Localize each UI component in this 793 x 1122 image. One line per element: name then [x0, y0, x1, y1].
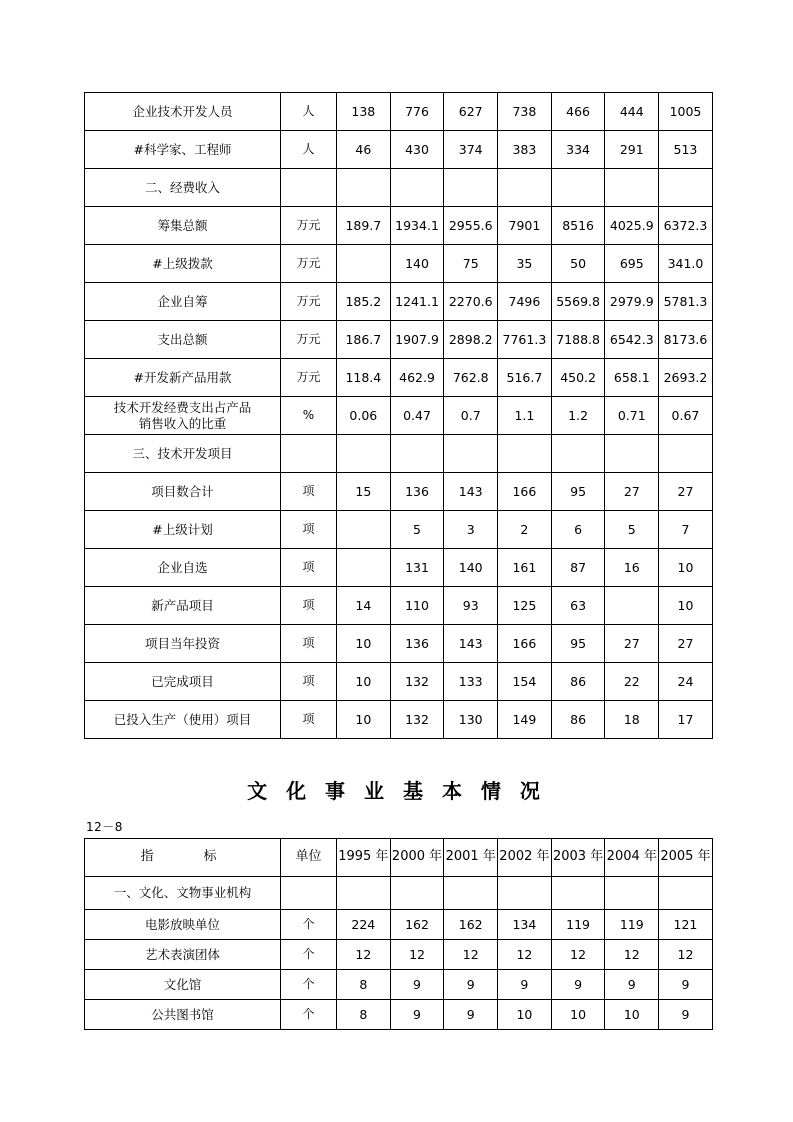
section-title: 文 化 事 业 基 本 情 况 [247, 779, 546, 803]
row-value: 136 [390, 473, 444, 511]
row-value [337, 169, 391, 207]
row-value [498, 877, 552, 910]
row-value: 7 [659, 511, 713, 549]
row-value: 86 [551, 701, 605, 739]
row-value: 5 [605, 511, 659, 549]
row-value [444, 435, 498, 473]
row-unit: 项 [281, 587, 337, 625]
row-value: 9 [444, 1000, 498, 1030]
row-value: 27 [605, 625, 659, 663]
column-header: 2000 年 [390, 839, 444, 877]
row-value: 93 [444, 587, 498, 625]
row-unit: 万元 [281, 207, 337, 245]
row-unit: 人 [281, 93, 337, 131]
row-value: 132 [390, 701, 444, 739]
row-value: 138 [337, 93, 391, 131]
row-value: 762.8 [444, 359, 498, 397]
table-row [85, 663, 713, 701]
culture-basic-statistics-table [84, 838, 712, 1030]
row-label: 一、文化、文物事业机构 [85, 877, 281, 910]
row-value [605, 169, 659, 207]
row-value: 8516 [551, 207, 605, 245]
row-value: 143 [444, 473, 498, 511]
row-label: 筹集总额 [85, 207, 281, 245]
row-value: 86 [551, 663, 605, 701]
row-value: 658.1 [605, 359, 659, 397]
row-value [390, 435, 444, 473]
stat-table-bottom [84, 838, 713, 1030]
row-value: 8173.6 [659, 321, 713, 359]
row-value: 1241.1 [390, 283, 444, 321]
row-value: 189.7 [337, 207, 391, 245]
row-value: 9 [551, 970, 605, 1000]
row-value: 334 [551, 131, 605, 169]
row-value [659, 877, 713, 910]
row-value: 110 [390, 587, 444, 625]
row-value: 7761.3 [498, 321, 552, 359]
row-value: 10 [551, 1000, 605, 1030]
row-value [551, 435, 605, 473]
row-value [390, 169, 444, 207]
row-unit: 万元 [281, 321, 337, 359]
row-value: 16 [605, 549, 659, 587]
row-unit: 人 [281, 131, 337, 169]
row-value: 9 [659, 970, 713, 1000]
table-header-row [85, 839, 713, 877]
row-value: 444 [605, 93, 659, 131]
table-row [85, 397, 713, 435]
row-value: 27 [605, 473, 659, 511]
row-unit: 项 [281, 663, 337, 701]
row-value: 95 [551, 473, 605, 511]
row-value [337, 549, 391, 587]
column-header: 指 标 [85, 839, 281, 877]
row-label: #上级拨款 [85, 245, 281, 283]
row-value: 10 [337, 663, 391, 701]
row-unit: 项 [281, 511, 337, 549]
row-value: 154 [498, 663, 552, 701]
row-value: 3 [444, 511, 498, 549]
row-unit: 个 [281, 1000, 337, 1030]
row-value: 10 [659, 549, 713, 587]
row-label: 项目数合计 [85, 473, 281, 511]
row-value: 10 [605, 1000, 659, 1030]
row-label: 三、技术开发项目 [85, 435, 281, 473]
row-value: 627 [444, 93, 498, 131]
table-row [85, 321, 713, 359]
row-value [498, 435, 552, 473]
row-value: 24 [659, 663, 713, 701]
row-value: 125 [498, 587, 552, 625]
row-value: 12 [444, 940, 498, 970]
row-unit [281, 877, 337, 910]
row-label: 企业自筹 [85, 283, 281, 321]
row-value [605, 877, 659, 910]
row-value: 5 [390, 511, 444, 549]
row-value: 2898.2 [444, 321, 498, 359]
row-unit: 万元 [281, 245, 337, 283]
row-value [444, 169, 498, 207]
row-value: 143 [444, 625, 498, 663]
row-value: 462.9 [390, 359, 444, 397]
row-value: 50 [551, 245, 605, 283]
table-row [85, 549, 713, 587]
row-value: 185.2 [337, 283, 391, 321]
table-row [85, 169, 713, 207]
row-label [85, 397, 281, 435]
row-label: 已投入生产（使用）项目 [85, 701, 281, 739]
row-value: 450.2 [551, 359, 605, 397]
row-value: 8 [337, 1000, 391, 1030]
row-value: 133 [444, 663, 498, 701]
table-row [85, 245, 713, 283]
row-label: 二、经费收入 [85, 169, 281, 207]
row-value: 4025.9 [605, 207, 659, 245]
row-value: 119 [551, 910, 605, 940]
row-value: 0.06 [337, 397, 391, 435]
row-value: 383 [498, 131, 552, 169]
row-value: 63 [551, 587, 605, 625]
row-label: #上级计划 [85, 511, 281, 549]
row-value: 9 [390, 1000, 444, 1030]
row-value: 466 [551, 93, 605, 131]
row-value: 7901 [498, 207, 552, 245]
row-label-line1: 技术开发经费支出占产品 [113, 399, 252, 415]
row-value [390, 877, 444, 910]
column-header: 2005 年 [659, 839, 713, 877]
row-value: 118.4 [337, 359, 391, 397]
table-row [85, 473, 713, 511]
row-unit: 项 [281, 473, 337, 511]
row-label: 新产品项目 [85, 587, 281, 625]
row-value: 2979.9 [605, 283, 659, 321]
row-value: 1934.1 [390, 207, 444, 245]
row-value: 9 [659, 1000, 713, 1030]
row-value [337, 245, 391, 283]
table-row [85, 701, 713, 739]
row-value: 5781.3 [659, 283, 713, 321]
row-value: 12 [337, 940, 391, 970]
row-unit: 项 [281, 625, 337, 663]
row-unit: % [281, 397, 337, 435]
table-row [85, 910, 713, 940]
row-value: 0.67 [659, 397, 713, 435]
table-row [85, 435, 713, 473]
row-value: 140 [444, 549, 498, 587]
row-unit: 万元 [281, 359, 337, 397]
row-label: 支出总额 [85, 321, 281, 359]
row-value: 186.7 [337, 321, 391, 359]
table-row [85, 1000, 713, 1030]
row-value: 149 [498, 701, 552, 739]
table-row [85, 940, 713, 970]
row-value: 9 [498, 970, 552, 1000]
row-value: 8 [337, 970, 391, 1000]
row-label: 艺术表演团体 [85, 940, 281, 970]
row-value: 75 [444, 245, 498, 283]
row-unit: 个 [281, 970, 337, 1000]
row-value: 10 [659, 587, 713, 625]
row-unit: 项 [281, 701, 337, 739]
row-value: 0.71 [605, 397, 659, 435]
row-label: 企业技术开发人员 [85, 93, 281, 131]
row-value: 776 [390, 93, 444, 131]
column-header: 1995 年 [337, 839, 391, 877]
row-value [444, 877, 498, 910]
row-value: 6 [551, 511, 605, 549]
row-value: 341.0 [659, 245, 713, 283]
row-value: 1.2 [551, 397, 605, 435]
row-value: 166 [498, 473, 552, 511]
row-value [337, 511, 391, 549]
row-value [337, 435, 391, 473]
table-row [85, 970, 713, 1000]
row-value: 95 [551, 625, 605, 663]
row-value: 27 [659, 473, 713, 511]
row-value [551, 169, 605, 207]
row-value: 166 [498, 625, 552, 663]
row-value: 35 [498, 245, 552, 283]
row-label: 已完成项目 [85, 663, 281, 701]
table-row [85, 587, 713, 625]
row-value: 46 [337, 131, 391, 169]
row-unit: 万元 [281, 283, 337, 321]
row-value: 695 [605, 245, 659, 283]
row-value: 14 [337, 587, 391, 625]
row-value: 7496 [498, 283, 552, 321]
table-row [85, 877, 713, 910]
row-value: 10 [337, 625, 391, 663]
table-row [85, 207, 713, 245]
table-code: 12－8 [86, 820, 123, 834]
row-value: 224 [337, 910, 391, 940]
row-value: 140 [390, 245, 444, 283]
row-value: 17 [659, 701, 713, 739]
row-value: 516.7 [498, 359, 552, 397]
row-value: 22 [605, 663, 659, 701]
row-value: 6542.3 [605, 321, 659, 359]
row-value: 291 [605, 131, 659, 169]
row-value: 136 [390, 625, 444, 663]
row-value: 738 [498, 93, 552, 131]
row-value [659, 435, 713, 473]
row-value: 134 [498, 910, 552, 940]
row-value [605, 435, 659, 473]
row-value: 430 [390, 131, 444, 169]
row-value: 10 [498, 1000, 552, 1030]
row-value: 162 [444, 910, 498, 940]
row-value: 9 [605, 970, 659, 1000]
row-value: 2693.2 [659, 359, 713, 397]
row-label: 文化馆 [85, 970, 281, 1000]
row-value: 27 [659, 625, 713, 663]
row-label-line2: 销售收入的比重 [138, 415, 227, 431]
row-value: 12 [605, 940, 659, 970]
row-value [551, 877, 605, 910]
row-value: 0.7 [444, 397, 498, 435]
row-value: 6372.3 [659, 207, 713, 245]
row-value: 1.1 [498, 397, 552, 435]
row-unit: 个 [281, 910, 337, 940]
row-value: 2270.6 [444, 283, 498, 321]
row-value: 9 [390, 970, 444, 1000]
row-value: 131 [390, 549, 444, 587]
row-value: 10 [337, 701, 391, 739]
row-value: 162 [390, 910, 444, 940]
row-value: 119 [605, 910, 659, 940]
row-label: 公共图书馆 [85, 1000, 281, 1030]
column-header: 2004 年 [605, 839, 659, 877]
row-label: 企业自选 [85, 549, 281, 587]
row-value: 12 [390, 940, 444, 970]
row-value: 374 [444, 131, 498, 169]
table-row [85, 131, 713, 169]
row-value: 12 [498, 940, 552, 970]
row-label: 项目当年投资 [85, 625, 281, 663]
row-value: 87 [551, 549, 605, 587]
row-value: 2 [498, 511, 552, 549]
column-header: 2002 年 [498, 839, 552, 877]
row-value: 9 [444, 970, 498, 1000]
row-value: 132 [390, 663, 444, 701]
table-row [85, 511, 713, 549]
row-value [659, 169, 713, 207]
row-label: #开发新产品用款 [85, 359, 281, 397]
row-value: 0.47 [390, 397, 444, 435]
row-unit [281, 435, 337, 473]
row-value: 1907.9 [390, 321, 444, 359]
row-value: 2955.6 [444, 207, 498, 245]
row-unit: 项 [281, 549, 337, 587]
row-label: #科学家、工程师 [85, 131, 281, 169]
row-value: 12 [551, 940, 605, 970]
row-value [337, 877, 391, 910]
row-value: 5569.8 [551, 283, 605, 321]
row-value: 12 [659, 940, 713, 970]
row-value: 130 [444, 701, 498, 739]
row-value: 121 [659, 910, 713, 940]
row-value: 18 [605, 701, 659, 739]
row-value [498, 169, 552, 207]
row-value [605, 587, 659, 625]
table-row [85, 283, 713, 321]
row-value: 15 [337, 473, 391, 511]
row-value: 513 [659, 131, 713, 169]
stat-table-top [84, 92, 713, 739]
row-value: 1005 [659, 93, 713, 131]
row-value: 161 [498, 549, 552, 587]
row-unit [281, 169, 337, 207]
tech-development-table-continued [84, 92, 712, 739]
column-header: 单位 [281, 839, 337, 877]
row-value: 7188.8 [551, 321, 605, 359]
row-label: 电影放映单位 [85, 910, 281, 940]
column-header: 2001 年 [444, 839, 498, 877]
column-header: 2003 年 [551, 839, 605, 877]
row-unit: 个 [281, 940, 337, 970]
table-row [85, 359, 713, 397]
table-row [85, 625, 713, 663]
table-row [85, 93, 713, 131]
